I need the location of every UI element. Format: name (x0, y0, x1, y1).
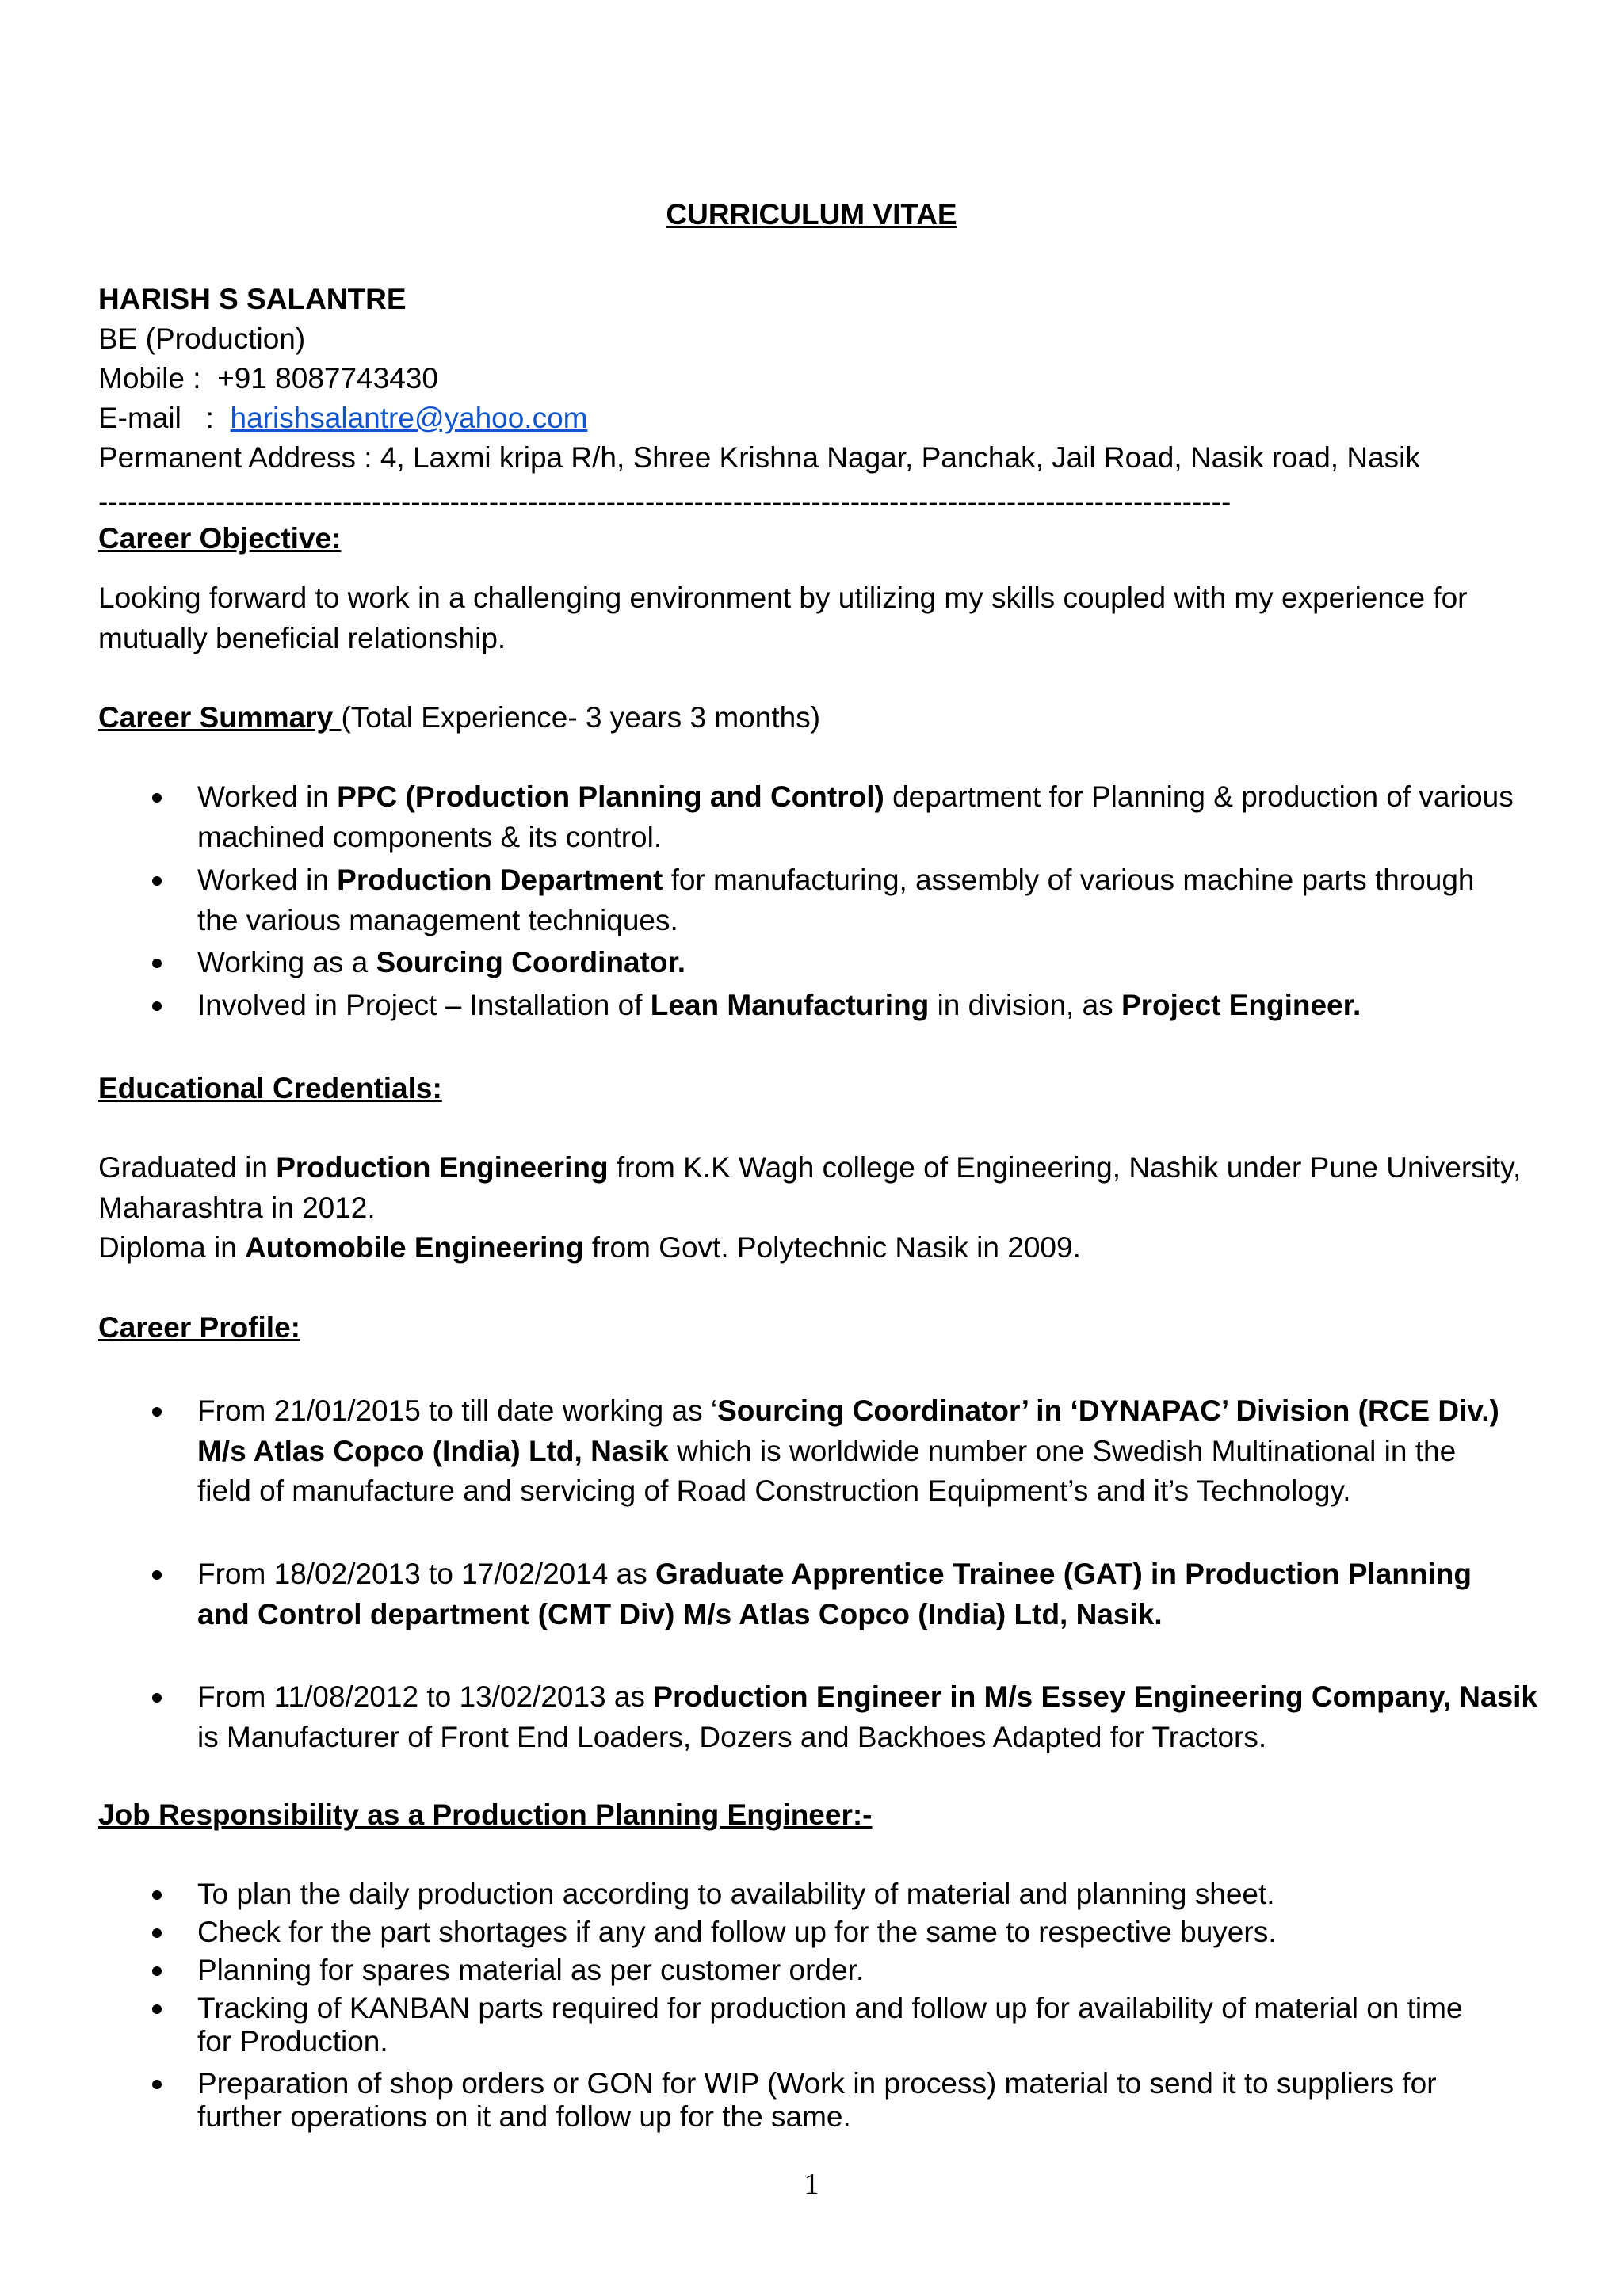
profile-item-1-pre: From 21/01/2015 to till date working as ‘ (197, 1394, 718, 1427)
responsibility-item-1: To plan the daily production according to availability of material and planning sheet. (197, 1878, 1275, 1910)
education-graduation-cont: Maharashtra in 2012. (98, 1192, 376, 1224)
bullet-icon (152, 1001, 162, 1011)
summary-item-1 (197, 776, 1514, 817)
responsibility-item-3: Planning for spares material as per customer order. (197, 1954, 865, 1986)
address-line (98, 437, 1420, 478)
bullet-icon (152, 1928, 162, 1938)
address-value: 4, Laxmi kripa R/h, Shree Krishna Nagar, Panchak, Jail Road, Nasik road, Nasik (380, 441, 1420, 474)
candidate-name: HARISH S SALANTRE (98, 283, 407, 315)
summary-note: (Total Experience- 3 years 3 months) (341, 701, 821, 734)
responsibility-item-5: Preparation of shop orders or GON for WIP (Work in process) material to send it to suppliers for (197, 2067, 1437, 2100)
bullet-icon (152, 1570, 162, 1580)
profile-item-3-pre: From 11/08/2012 to 13/02/2013 as (197, 1680, 654, 1713)
summary-item-2-post: for manufacturing, assembly of various machine parts through (663, 864, 1475, 896)
summary-item-4-bold: Lean Manufacturing (650, 989, 930, 1021)
bullet-icon (152, 2080, 162, 2089)
objective-line-2: mutually beneficial relationship. (98, 622, 506, 654)
education-dip-post: from Govt. Polytechnic Nasik in 2009. (583, 1231, 1081, 1264)
summary-item-1-cont: machined components & its control. (197, 821, 663, 853)
email-line (98, 398, 588, 438)
summary-item-4-bold-2: Project Engineer. (1121, 989, 1361, 1021)
bullet-icon (152, 1890, 162, 1900)
objective-line-1: Looking forward to work in a challenging environment by utilizing my skills coupled with my experience for (98, 582, 1468, 614)
education-grad-bold: Production Engineering (276, 1151, 609, 1184)
summary-item-4-pre: Involved in Project – Installation of (197, 989, 651, 1021)
profile-item-2-line-1 (197, 1554, 1472, 1594)
objective-heading: Career Objective: (98, 522, 342, 555)
summary-item-1-bold: PPC (Production Planning and Control) (337, 780, 884, 813)
summary-item-1-post: department for Planning & production of various (884, 780, 1514, 813)
mobile-number: +91 8087743430 (217, 362, 438, 395)
education-grad-pre: Graduated in (98, 1151, 277, 1184)
email-label: E-mail : (98, 402, 231, 434)
summary-item-4-post: in division, as (929, 989, 1121, 1021)
education-dip-bold: Automobile Engineering (245, 1231, 584, 1264)
bullet-icon (152, 2004, 162, 2014)
summary-item-2-bold: Production Department (337, 864, 663, 896)
responsibility-heading: Job Responsibility as a Production Planning Engineer:- (98, 1798, 873, 1831)
candidate-degree: BE (Production) (98, 322, 306, 355)
responsibility-item-4-cont: for Production. (197, 2025, 388, 2058)
summary-heading: Career Summary (98, 701, 342, 734)
bullet-icon (152, 1407, 162, 1417)
responsibility-item-5-cont: further operations on it and follow up for the same. (197, 2100, 851, 2133)
summary-item-4 (197, 985, 1361, 1025)
responsibility-item-4: Tracking of KANBAN parts required for production and follow up for availability of material on time (197, 1992, 1463, 2024)
summary-item-2 (197, 860, 1474, 900)
profile-item-1-company: M/s Atlas Copco (India) Ltd, Nasik (197, 1435, 669, 1467)
profile-item-1-bold: Sourcing Coordinator’ in ‘DYNAPAC’ Division (RCE Div.) (717, 1394, 1499, 1427)
summary-item-1-pre: Worked in (197, 780, 338, 813)
profile-item-2-bold: Graduate Apprentice Trainee (GAT) in Production Planning (655, 1558, 1472, 1590)
summary-item-3-bold: Sourcing Coordinator. (376, 946, 686, 978)
profile-item-1-line-3: field of manufacture and servicing of Road Construction Equipment’s and it’s Technology. (197, 1474, 1351, 1507)
education-graduation (98, 1147, 1521, 1188)
mobile-label: Mobile : (98, 362, 218, 395)
bullet-icon (152, 1966, 162, 1976)
summary-item-2-cont: the various management techniques. (197, 904, 678, 936)
mobile-line (98, 358, 438, 399)
bullet-icon (152, 1693, 162, 1703)
profile-heading: Career Profile: (98, 1311, 300, 1344)
summary-item-2-pre: Worked in (197, 864, 338, 896)
divider-line: -------------------------------------------------------------------------------------------------------------------- (98, 486, 1232, 518)
education-heading: Educational Credentials: (98, 1072, 442, 1104)
profile-item-1-line-2 (197, 1431, 1456, 1471)
summary-heading-line (98, 697, 820, 738)
responsibility-item-2: Check for the part shortages if any and follow up for the same to respective buyers. (197, 1916, 1277, 1948)
education-dip-pre: Diploma in (98, 1231, 246, 1264)
bullet-icon (152, 959, 162, 968)
profile-item-3-bold: Production Engineer in M/s Essey Engineering Company, Nasik (653, 1680, 1538, 1713)
education-diploma (98, 1227, 1081, 1268)
profile-item-3-line-2: is Manufacturer of Front End Loaders, Dozers and Backhoes Adapted for Tractors. (197, 1721, 1267, 1753)
document-title: CURRICULUM VITAE (666, 198, 957, 231)
profile-item-2-line-2: and Control department (CMT Div) M/s Atlas Copco (India) Ltd, Nasik. (197, 1598, 1163, 1630)
profile-item-1-post: which is worldwide number one Swedish Multinational in the (668, 1435, 1457, 1467)
bullet-icon (152, 793, 162, 803)
profile-item-3-line-1 (197, 1676, 1537, 1717)
summary-item-3 (197, 942, 685, 982)
bullet-icon (152, 876, 162, 886)
profile-item-1-line-1 (197, 1390, 1499, 1431)
summary-item-3-pre: Working as a (197, 946, 376, 978)
education-grad-post: from K.K Wagh college of Engineering, Nashik under Pune University, (608, 1151, 1522, 1184)
profile-item-2-pre: From 18/02/2013 to 17/02/2014 as (197, 1558, 656, 1590)
email-link[interactable]: harishsalantre@yahoo.com (230, 402, 588, 434)
address-label: Permanent Address : (98, 441, 380, 474)
page-number: 1 (804, 2168, 819, 2201)
